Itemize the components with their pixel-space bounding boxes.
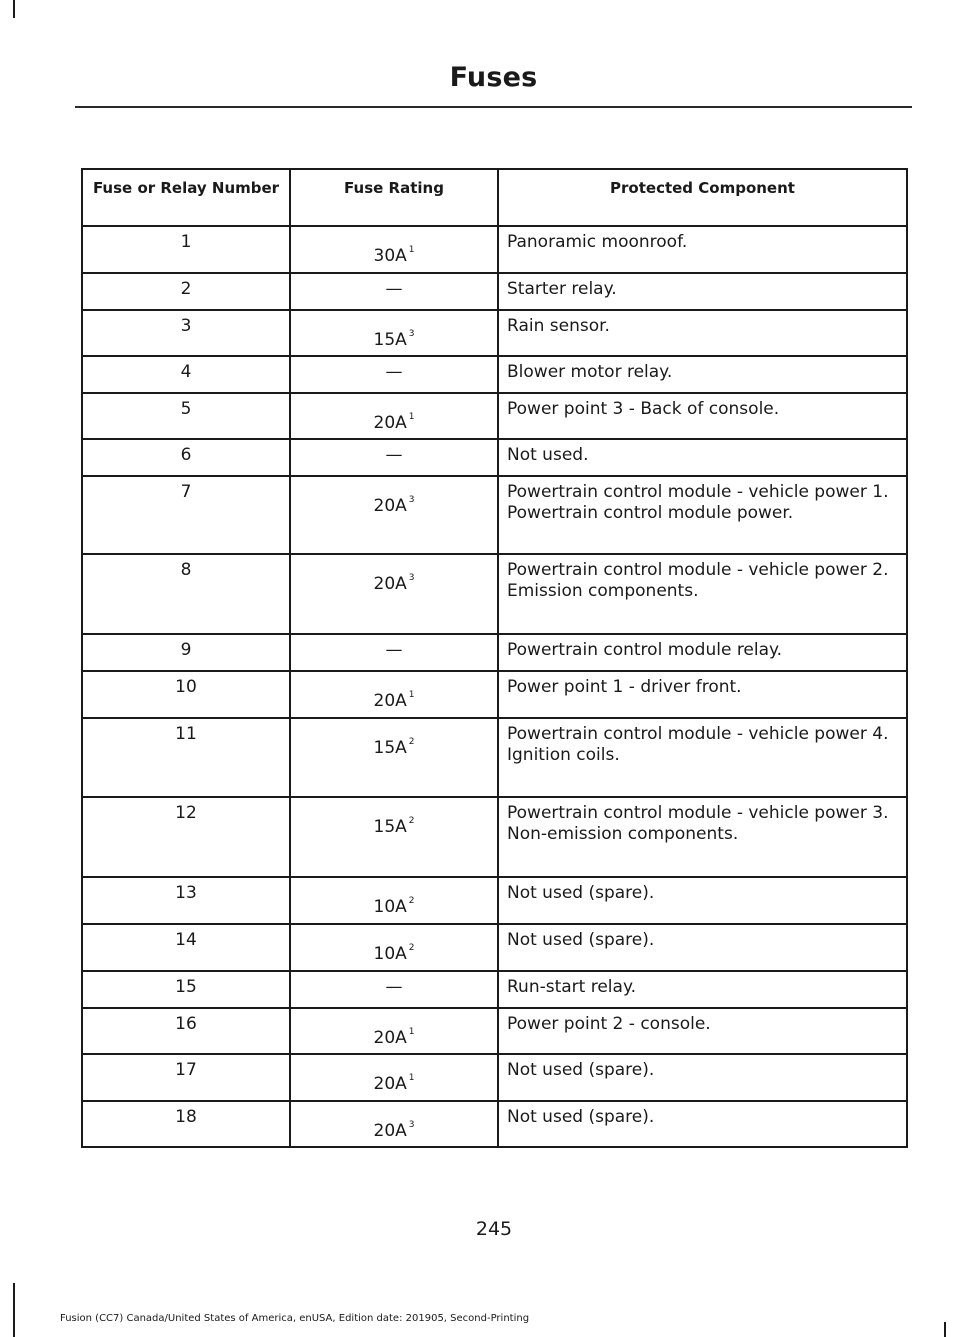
fuse-rating: 20A (373, 574, 407, 594)
footnote-marker: 1 (408, 245, 415, 255)
table-row (82, 273, 907, 310)
fuse-rating-cell (290, 554, 498, 634)
protected-component-cell (498, 877, 907, 924)
fuse-rating-cell (290, 1008, 498, 1054)
table-row (82, 1054, 907, 1101)
fuse-rating: 30A (373, 246, 407, 266)
fuse-number: 17 (82, 1054, 290, 1101)
protected-component-cell (498, 718, 907, 797)
crop-mark-bottom-left-vertical (13, 1283, 15, 1337)
fuse-rating-cell (290, 356, 498, 393)
protected-component-cell (498, 393, 907, 439)
fuse-number: 7 (82, 476, 290, 554)
protected-component: Not used (spare). (507, 1107, 655, 1127)
footnote-marker: 2 (408, 943, 415, 953)
fuse-rating-cell (290, 924, 498, 971)
protected-component: Blower motor relay. (507, 362, 673, 382)
protected-component: Power point 1 - driver front. (507, 677, 742, 697)
fuse-rating-cell (290, 671, 498, 718)
table-header-row (82, 169, 907, 226)
table-row (82, 1101, 907, 1147)
fuse-rating: 20A (373, 1121, 407, 1141)
table-row (82, 226, 907, 273)
protected-component-cell (498, 971, 907, 1008)
header-fuse-number: Fuse or Relay Number (82, 169, 290, 226)
fuse-number: 9 (82, 634, 290, 671)
fuse-number: 4 (82, 356, 290, 393)
fuse-rating: 15A (373, 738, 407, 758)
fuse-number: 16 (82, 1008, 290, 1054)
fuse-rating: — (385, 640, 403, 660)
protected-component-cell (498, 356, 907, 393)
fuse-number: 18 (82, 1101, 290, 1147)
fuse-rating-cell (290, 797, 498, 877)
protected-component: Emission components. (507, 581, 699, 601)
table-row (82, 1008, 907, 1054)
fuse-rating: — (385, 445, 403, 465)
fuse-number: 11 (82, 718, 290, 797)
fuse-number: 6 (82, 439, 290, 476)
protected-component-cell (498, 1101, 907, 1147)
fuse-number: 13 (82, 877, 290, 924)
table-row (82, 671, 907, 718)
protected-component: Starter relay. (507, 279, 617, 299)
protected-component: Run-start relay. (507, 977, 636, 997)
protected-component: Powertrain control module power. (507, 503, 794, 523)
fuse-rating-cell (290, 476, 498, 554)
fuse-number: 10 (82, 671, 290, 718)
footnote-marker: 2 (408, 737, 415, 747)
fuse-rating: 20A (373, 1028, 407, 1048)
protected-component-cell (498, 1008, 907, 1054)
footnote-marker: 3 (408, 495, 415, 505)
fuse-number: 1 (82, 226, 290, 273)
protected-component-cell (498, 1054, 907, 1101)
protected-component: Ignition coils. (507, 745, 620, 765)
footnote-marker: 1 (408, 412, 415, 422)
footnote-marker: 2 (408, 896, 415, 906)
footer-edition-info: Fusion (CC7) Canada/United States of America, enUSA, Edition date: 201905, Second-Printing (60, 1313, 530, 1324)
protected-component: Panoramic moonroof. (507, 232, 688, 252)
fuse-rating: — (385, 977, 403, 997)
protected-component: Non-emission components. (507, 824, 739, 844)
protected-component: Powertrain control module relay. (507, 640, 783, 660)
fuse-number: 2 (82, 273, 290, 310)
fuse-rating: 20A (373, 691, 407, 711)
protected-component-cell (498, 310, 907, 356)
fuse-rating: 15A (373, 817, 407, 837)
table-row (82, 797, 907, 877)
fuse-rating: — (385, 279, 403, 299)
protected-component-cell (498, 554, 907, 634)
footnote-marker: 1 (408, 1073, 415, 1083)
protected-component: Powertrain control module - vehicle power 4. (507, 724, 889, 744)
fuse-rating-cell (290, 1054, 498, 1101)
page-title: Fuses (449, 62, 538, 93)
fuse-number: 12 (82, 797, 290, 877)
protected-component: Not used (spare). (507, 1060, 655, 1080)
fuse-number: 3 (82, 310, 290, 356)
protected-component: Power point 2 - console. (507, 1014, 711, 1034)
footnote-marker: 3 (408, 573, 415, 583)
fuse-rating-cell (290, 877, 498, 924)
page-number: 245 (475, 1218, 513, 1240)
fuse-rating: 10A (373, 897, 407, 917)
protected-component-cell (498, 476, 907, 554)
protected-component-cell (498, 634, 907, 671)
title-divider (75, 106, 912, 108)
fuse-rating: 20A (373, 413, 407, 433)
footnote-marker: 2 (408, 816, 415, 826)
table-row (82, 634, 907, 671)
fuse-number: 8 (82, 554, 290, 634)
protected-component: Powertrain control module - vehicle power 1. (507, 482, 889, 502)
fuse-number: 5 (82, 393, 290, 439)
fuse-rating: 20A (373, 1074, 407, 1094)
table-row (82, 554, 907, 634)
protected-component: Not used (spare). (507, 930, 655, 950)
footnote-marker: 1 (408, 1027, 415, 1037)
table-row (82, 310, 907, 356)
footnote-marker: 3 (408, 329, 415, 339)
table-row (82, 476, 907, 554)
protected-component: Not used. (507, 445, 589, 465)
fuse-rating-cell (290, 971, 498, 1008)
fuse-rating-cell (290, 634, 498, 671)
protected-component-cell (498, 226, 907, 273)
protected-component: Not used (spare). (507, 883, 655, 903)
fuse-rating-cell (290, 393, 498, 439)
fuse-table-body (82, 226, 907, 1147)
footnote-marker: 1 (408, 690, 415, 700)
fuse-rating-cell (290, 718, 498, 797)
fuse-number: 14 (82, 924, 290, 971)
protected-component-cell (498, 439, 907, 476)
table-row (82, 924, 907, 971)
fuse-rating-cell (290, 1101, 498, 1147)
fuse-rating-cell (290, 439, 498, 476)
crop-mark-top-left-vertical (13, 0, 15, 18)
table-row (82, 718, 907, 797)
fuse-rating-cell (290, 273, 498, 310)
protected-component-cell (498, 671, 907, 718)
protected-component: Powertrain control module - vehicle power 2. (507, 560, 889, 580)
header-fuse-rating: Fuse Rating (290, 169, 498, 226)
fuse-rating: 20A (373, 496, 407, 516)
fuse-rating-cell (290, 310, 498, 356)
protected-component-cell (498, 273, 907, 310)
table-row (82, 439, 907, 476)
fuse-rating: — (385, 362, 403, 382)
protected-component-cell (498, 797, 907, 877)
fuse-rating: 10A (373, 944, 407, 964)
protected-component: Powertrain control module - vehicle power 3. (507, 803, 889, 823)
table-row (82, 393, 907, 439)
table-row (82, 971, 907, 1008)
protected-component-cell (498, 924, 907, 971)
protected-component: Power point 3 - Back of console. (507, 399, 780, 419)
table-row (82, 356, 907, 393)
protected-component: Rain sensor. (507, 316, 610, 336)
fuse-table (81, 168, 908, 1148)
table-row (82, 877, 907, 924)
fuse-rating: 15A (373, 330, 407, 350)
header-protected-component: Protected Component (498, 169, 907, 226)
fuse-rating-cell (290, 226, 498, 273)
fuse-number: 15 (82, 971, 290, 1008)
footnote-marker: 3 (408, 1120, 415, 1130)
crop-mark-bottom-right-vertical (944, 1322, 946, 1337)
